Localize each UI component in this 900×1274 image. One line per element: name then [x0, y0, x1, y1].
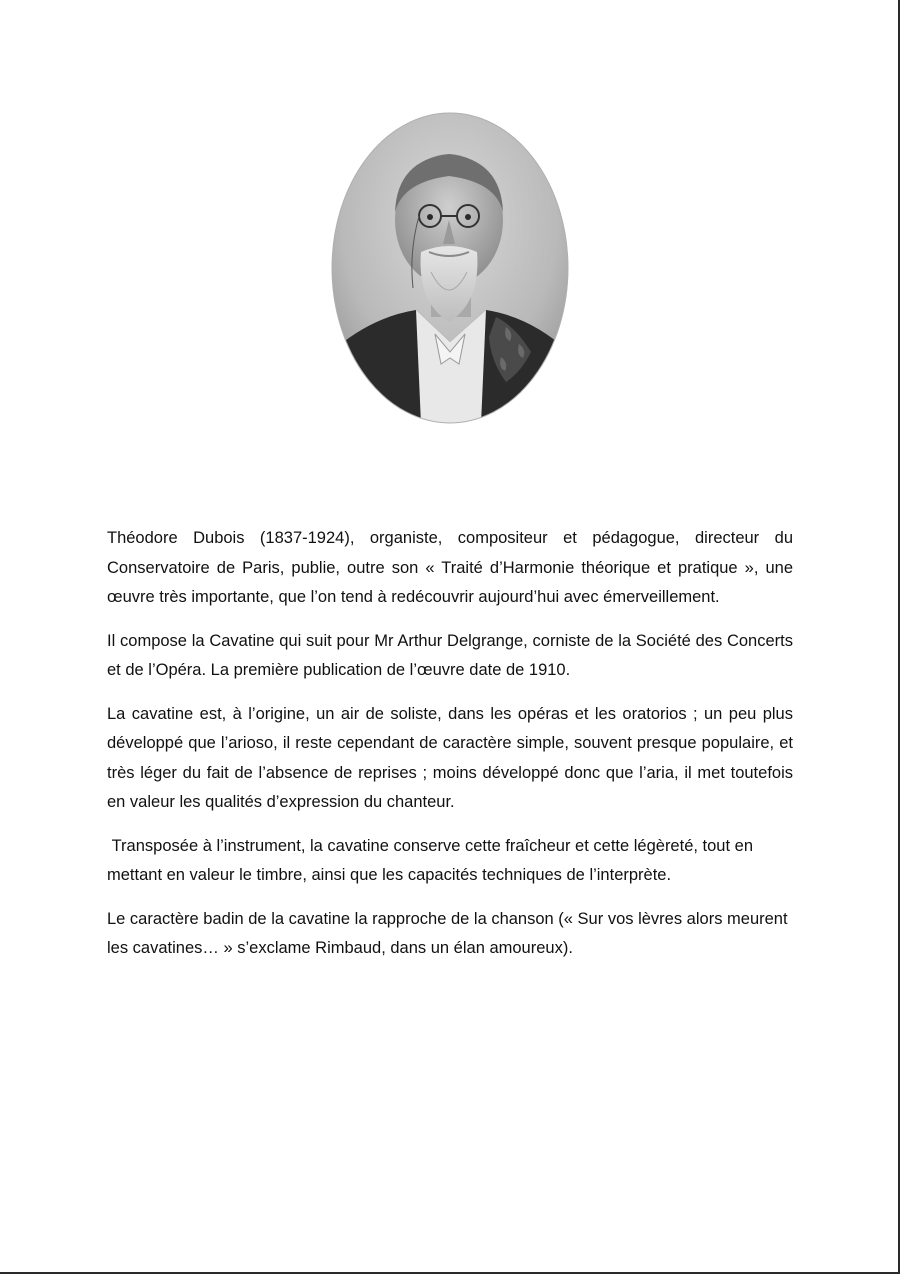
paragraph-transposition: Transposée à l’instrument, la cavatine conserve cette fraîcheur et cette légèreté, tout en mettant en valeur le timbre, ainsi que les capacités techniques de l’interprète. [107, 836, 758, 884]
portrait-image [331, 112, 569, 424]
paragraph-intro: Théodore Dubois (1837-1924), organiste, compositeur et pédagogue, directeur du Conservatoire de Paris, publie, outre son « Traité d’Harmonie théorique et pratique », une œuvre très importante, que l’on tend à redécouvrir aujourd’hui avec émerveillement. [107, 529, 793, 606]
paragraph-cavatine-origin: Il compose la Cavatine qui suit pour Mr Arthur Delgrange, corniste de la Société des Concerts et de l’Opéra. La première publication de l’œuvre date de 1910. [107, 631, 793, 679]
biography-text [107, 524, 793, 978]
portrait-photo [331, 112, 569, 424]
paragraph-rimbaud: Le caractère badin de la cavatine la rapproche de la chanson (« Sur vos lèvres alors meurent les cavatines… » s’exclame Rimbaud, dans un élan amoureux). [107, 909, 788, 957]
paragraph-cavatine-definition: La cavatine est, à l’origine, un air de soliste, dans les opéras et les oratorios ; un peu plus développé que l’arioso, il reste cependant de caractère simple, souvent presque populaire, et très léger du fait de l’absence de reprises ; moins développé donc que l’aria, il met toutefois en valeur les qualités d’expression du chanteur. [107, 704, 793, 811]
